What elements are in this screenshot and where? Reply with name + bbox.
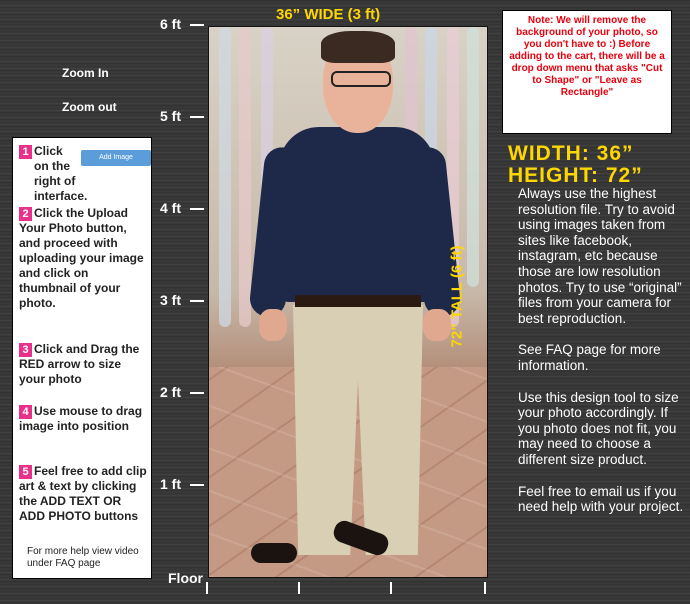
zoom-in-button[interactable]: Zoom In bbox=[62, 66, 109, 80]
person-belt bbox=[295, 295, 421, 307]
ruler-tick bbox=[190, 392, 204, 394]
yarn-strand bbox=[239, 27, 251, 327]
info-paragraph: Feel free to email us if you need help with your project. bbox=[518, 483, 684, 515]
info-paragraph: Always use the highest resolution file. Try to avoid using images taken from sites like facebook, instagram, etc because those are low resolution photos. Try to use “original” files from your camera for best reproduction. bbox=[518, 186, 682, 326]
yarn-strand bbox=[219, 27, 231, 327]
zoom-out-button[interactable]: Zoom out bbox=[62, 100, 117, 114]
floor-label: Floor bbox=[168, 570, 203, 586]
step-text: Click and Drag the RED arrow to size your photo bbox=[19, 342, 140, 386]
height-dimension: HEIGHT: 72” bbox=[508, 164, 643, 187]
add-image-button[interactable]: Add Image bbox=[81, 150, 151, 166]
yarn-strand bbox=[467, 27, 479, 287]
ruler-mark-6ft: 6 ft bbox=[160, 16, 181, 32]
ruler-mark-1ft: 1 ft bbox=[160, 476, 181, 492]
bottom-tick bbox=[484, 582, 486, 594]
bottom-tick bbox=[390, 582, 392, 594]
note-box: Note: We will remove the background of your photo, so you don't have to :) Before adding to the cart, there will be a drop down menu that asks "Cut to Shape" or "Leave as Rectangle" bbox=[502, 10, 672, 134]
step-badge: 2 bbox=[19, 207, 32, 221]
step-badge: 5 bbox=[19, 465, 32, 479]
person-hand bbox=[423, 309, 451, 341]
instructions-panel bbox=[12, 137, 152, 579]
person-shoe bbox=[251, 543, 297, 563]
ruler-tick bbox=[190, 484, 204, 486]
ruler-mark-3ft: 3 ft bbox=[160, 292, 181, 308]
ruler-tick bbox=[190, 116, 204, 118]
info-paragraph: Use this design tool to size your photo accordingly. If you photo does not fit, you may need to choose a different size product. bbox=[518, 389, 679, 467]
bottom-tick bbox=[298, 582, 300, 594]
bottom-tick bbox=[206, 582, 208, 594]
step-1 bbox=[19, 144, 147, 204]
step-badge: 3 bbox=[19, 343, 32, 357]
ruler-mark-2ft: 2 ft bbox=[160, 384, 181, 400]
step-badge: 1 bbox=[19, 145, 32, 159]
ruler-mark-4ft: 4 ft bbox=[160, 200, 181, 216]
canvas-width-label: 36” WIDE (3 ft) bbox=[276, 6, 381, 23]
person-hair bbox=[321, 31, 395, 63]
help-text: For more help view video under FAQ page bbox=[27, 546, 139, 569]
step-text: Click on the right of interface. bbox=[34, 144, 88, 203]
step-2 bbox=[19, 206, 147, 311]
ruler-tick bbox=[190, 208, 204, 210]
step-badge: 4 bbox=[19, 405, 32, 419]
info-paragraph: See FAQ page for more information. bbox=[518, 342, 661, 373]
canvas-height-label: 72” TALL (6 ft) bbox=[448, 245, 466, 348]
ruler-mark-5ft: 5 ft bbox=[160, 108, 181, 124]
step-text: Use mouse to drag image into position bbox=[19, 404, 143, 433]
step-3 bbox=[19, 342, 147, 387]
ruler-tick bbox=[190, 24, 204, 26]
step-text: Feel free to add clip art & text by clicking the ADD TEXT OR ADD PHOTO buttons bbox=[19, 464, 147, 523]
step-text: Click the Upload Your Photo button, and proceed with uploading your image and click on thumbnail of your photo. bbox=[19, 206, 144, 310]
design-canvas[interactable] bbox=[208, 26, 488, 578]
info-text bbox=[518, 186, 690, 531]
person-shirt bbox=[279, 127, 435, 302]
person-glasses bbox=[331, 71, 391, 87]
step-4 bbox=[19, 404, 147, 434]
person-hand bbox=[259, 309, 287, 341]
ruler-tick bbox=[190, 300, 204, 302]
step-5 bbox=[19, 464, 147, 524]
width-dimension: WIDTH: 36” bbox=[508, 142, 634, 165]
